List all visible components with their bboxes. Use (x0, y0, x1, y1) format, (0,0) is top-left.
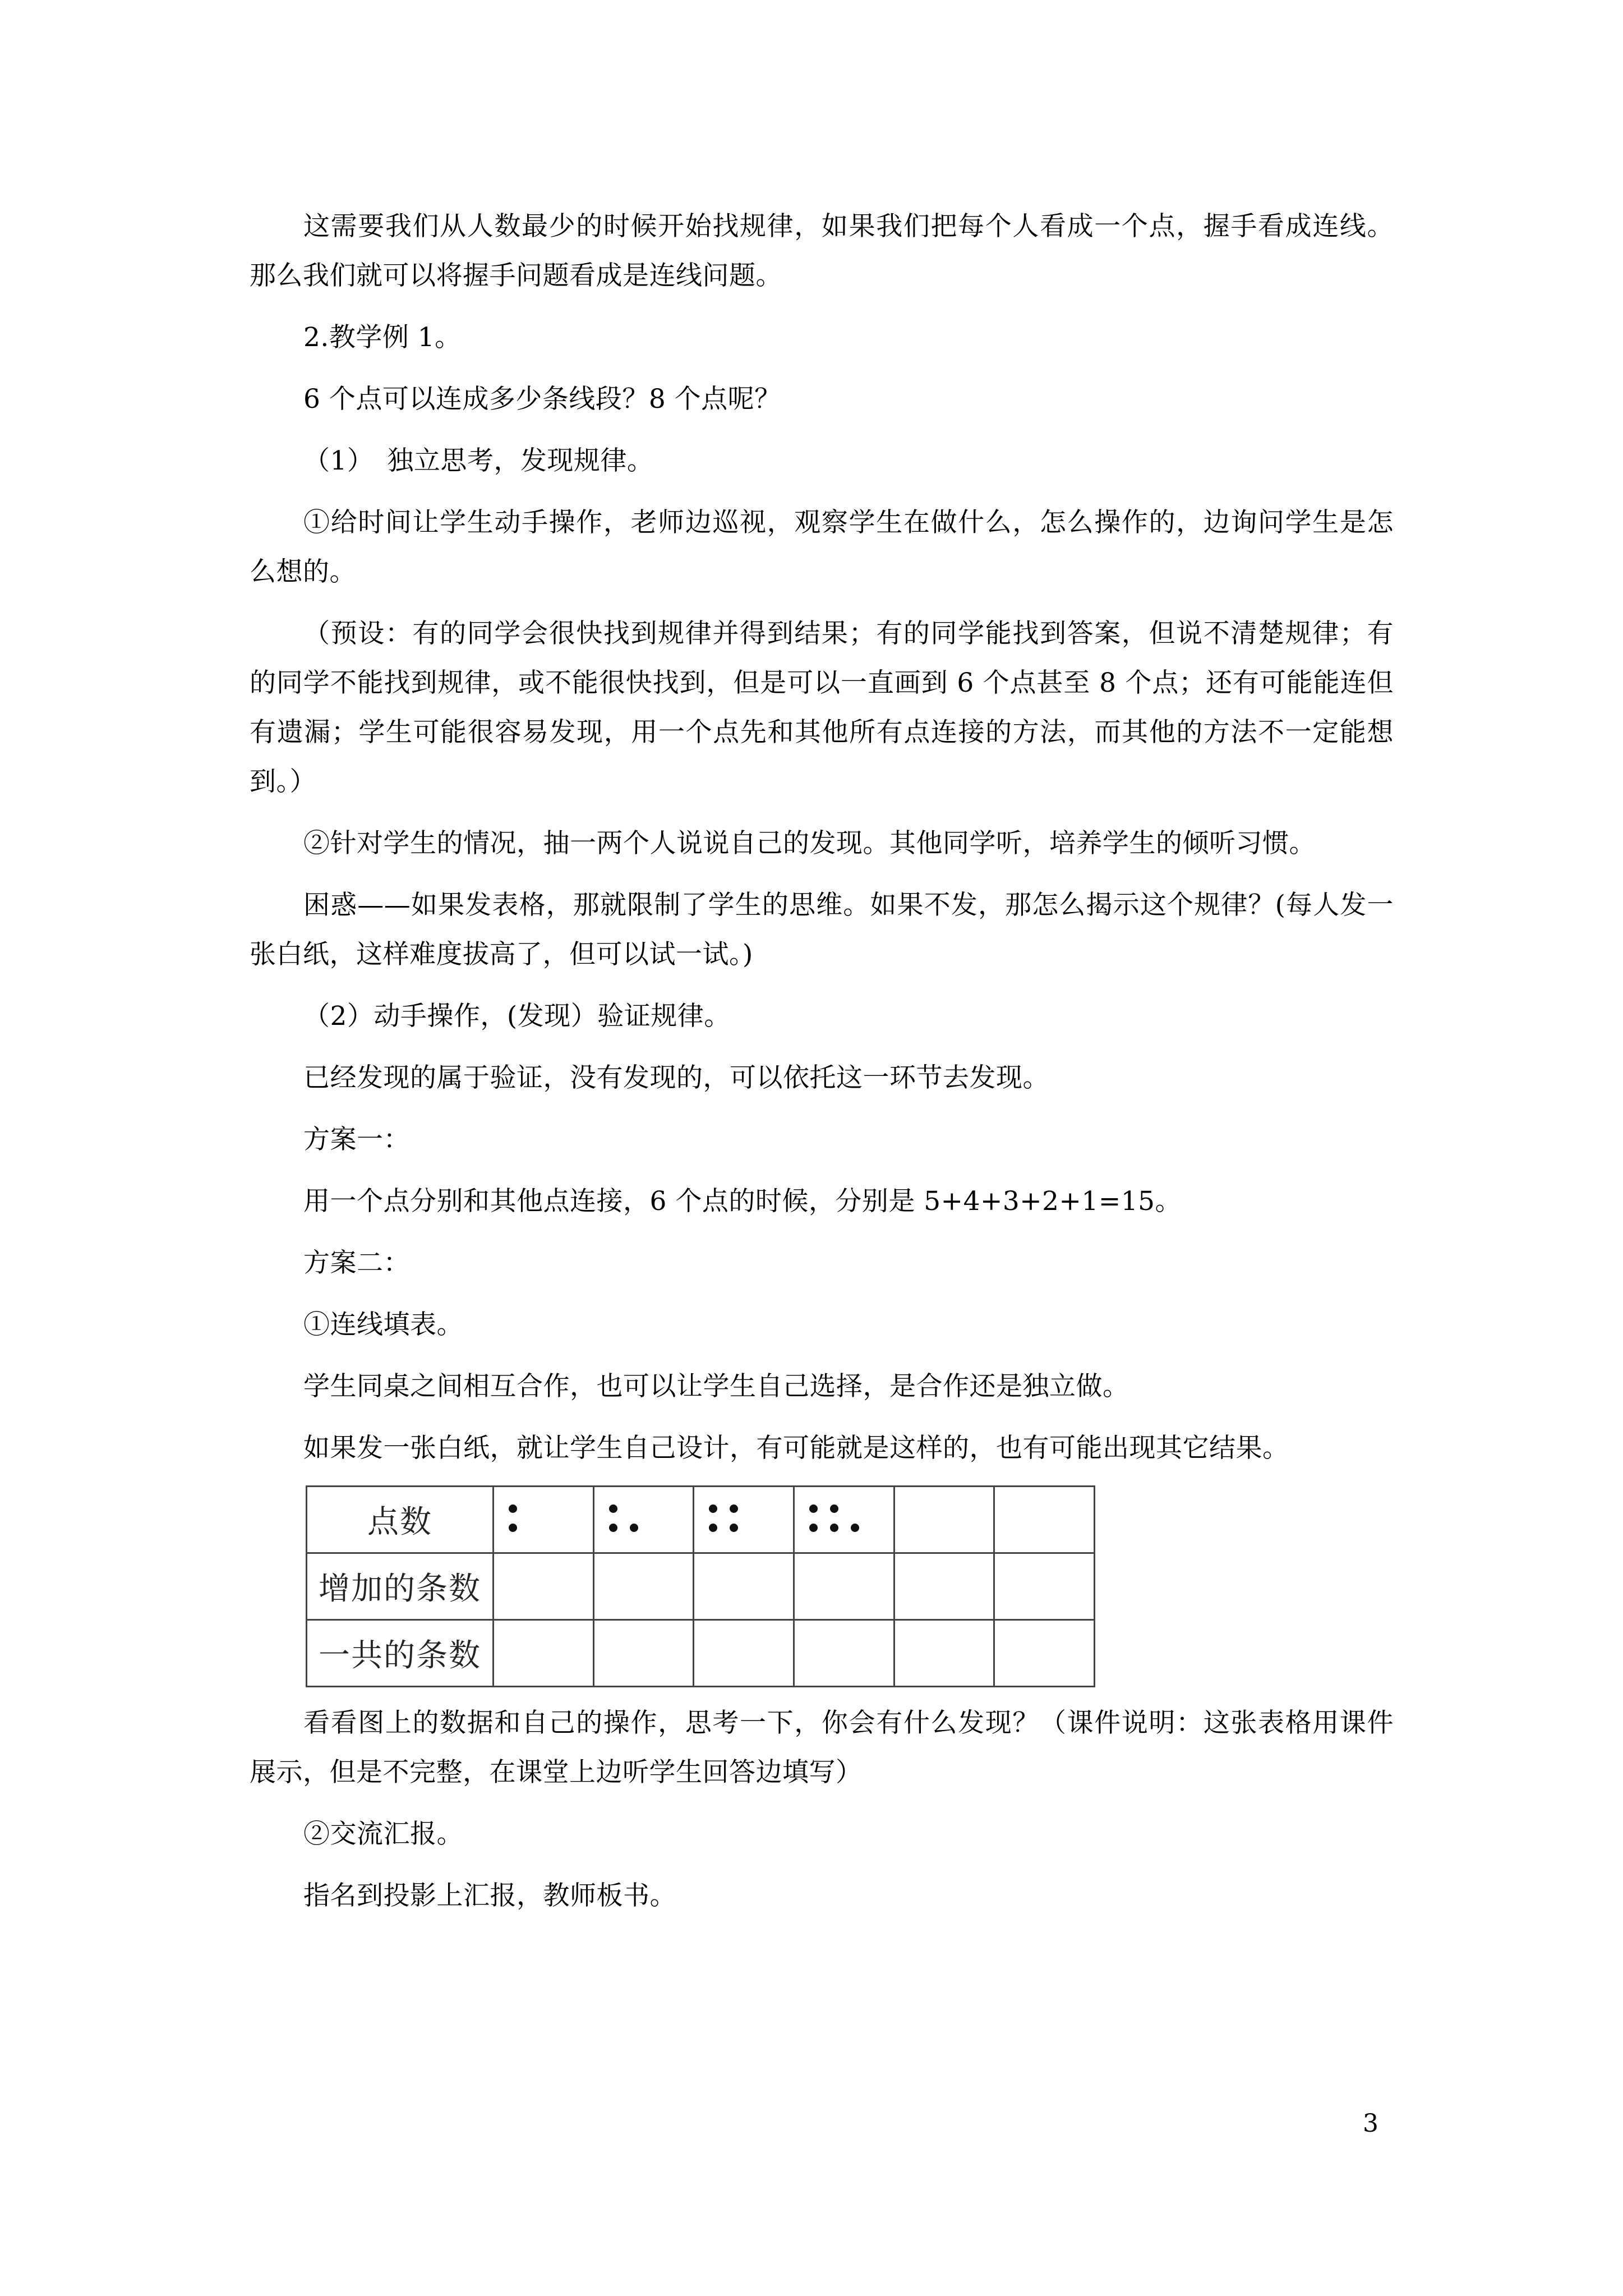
paragraph-board: 指名到投影上汇报，教师板书。 (303, 1880, 676, 1911)
table-cell-empty (494, 1553, 594, 1620)
dots-figure (509, 1504, 517, 1535)
table-cell-empty (994, 1487, 1095, 1553)
dots-figure (609, 1504, 638, 1535)
paragraph-verify: 已经发现的属于验证，没有发现的，可以依托这一环节去发现。 (303, 1062, 1049, 1093)
dot-mark (809, 1524, 818, 1532)
dot-mark (509, 1504, 517, 1513)
row-header-added-lines: 增加的条数 (307, 1553, 494, 1620)
dot-mark (630, 1524, 638, 1532)
table-cell-empty (593, 1620, 694, 1687)
dot-mark (830, 1504, 838, 1513)
dot-mark (709, 1524, 717, 1532)
dot-mark (730, 1504, 738, 1513)
table-cell-empty (994, 1553, 1095, 1620)
paragraph-intro: 这需要我们从人数最少的时候开始找规律，如果我们把每个人看成一个点，握手看成连线。那么我们就可以将握手问题看成是连线问题。 (250, 211, 1394, 291)
table-cell-empty (894, 1487, 994, 1553)
dot-mark (509, 1524, 517, 1532)
table-cell-empty (694, 1553, 794, 1620)
paragraph-cooperate: 学生同桌之间相互合作，也可以让学生自己选择，是合作还是独立做。 (303, 1371, 1129, 1402)
paragraph-white-paper: 如果发一张白纸，就让学生自己设计，有可能就是这样的，也有可能出现其它结果。 (303, 1433, 1289, 1464)
dots-figure (709, 1504, 738, 1535)
dot-mark (609, 1504, 617, 1513)
paragraph-step-2: （2）动手操作，(发现）验证规律。 (303, 1001, 731, 1032)
table-cell-empty (894, 1620, 994, 1687)
cell-dots-3 (593, 1487, 694, 1553)
table-row-dot-count (307, 1487, 1095, 1553)
dots-table-wrapper (306, 1485, 1095, 1687)
paragraph-report: ②交流汇报。 (303, 1819, 463, 1849)
paragraph-preset: （预设：有的同学会很快找到规律并得到结果；有的同学能找到答案，但说不清楚规律；有的同学不能找到规律，或不能很快找到，但是可以一直画到 6 个点甚至 8 个点；还有可能能连但有遗漏；学生可能很容易发现，用一个点先和其他所有点连接的方法，而其他的方法不一定能想到。） (250, 618, 1394, 797)
paragraph-step-1: （1） 独立思考，发现规律。 (303, 445, 654, 476)
dot-mark (730, 1524, 738, 1532)
dot-mark (609, 1524, 617, 1532)
paragraph-question: 6 个点可以连成多少条线段？8 个点呢？ (303, 384, 781, 415)
page-number: 3 (1363, 2109, 1378, 2138)
dot-mark (851, 1524, 859, 1532)
table-row-added-lines (307, 1553, 1095, 1620)
paragraph-fill-table: ①连线填表。 (303, 1309, 463, 1340)
paragraph-example-heading: 2.教学例 1。 (303, 322, 462, 353)
paragraph-confusion: 困惑——如果发表格，那就限制了学生的思维。如果不发，那怎么揭示这个规律？(每人发一张白纸，这样难度拔高了，但可以试一试。) (250, 890, 1394, 970)
dots-figure (809, 1504, 859, 1535)
dot-mark (709, 1504, 717, 1513)
table-cell-empty (994, 1620, 1095, 1687)
paragraph-share: ②针对学生的情况，抽一两个人说说自己的发现。其他同学听，培养学生的倾听习惯。 (303, 828, 1316, 859)
dot-mark (809, 1504, 818, 1513)
dots-table (306, 1485, 1095, 1687)
document-body (250, 202, 1394, 1933)
table-row-total-lines (307, 1620, 1095, 1687)
dot-spacer (630, 1504, 638, 1513)
table-cell-empty (694, 1620, 794, 1687)
dot-mark (830, 1524, 838, 1532)
cell-dots-5 (794, 1487, 894, 1553)
table-cell-empty (794, 1620, 894, 1687)
row-header-total-lines: 一共的条数 (307, 1620, 494, 1687)
paragraph-plan-1: 方案一： (303, 1124, 410, 1155)
cell-dots-4 (694, 1487, 794, 1553)
cell-dots-2 (494, 1487, 594, 1553)
paragraph-plan-2: 方案二： (303, 1248, 410, 1278)
table-cell-empty (794, 1553, 894, 1620)
table-cell-empty (494, 1620, 594, 1687)
row-header-dot-count: 点数 (307, 1487, 494, 1553)
dot-spacer (851, 1504, 859, 1513)
table-cell-empty (593, 1553, 694, 1620)
table-cell-empty (894, 1553, 994, 1620)
paragraph-plan-1-detail: 用一个点分别和其他点连接，6 个点的时候，分别是 5+4+3+2+1=15。 (303, 1186, 1182, 1217)
paragraph-discover: 看看图上的数据和自己的操作，思考一下，你会有什么发现？（课件说明：这张表格用课件展示，但是不完整，在课堂上边听学生回答边填写） (250, 1708, 1394, 1788)
paragraph-operate: ①给时间让学生动手操作，老师边巡视，观察学生在做什么，怎么操作的，边询问学生是怎么想的。 (250, 507, 1394, 587)
